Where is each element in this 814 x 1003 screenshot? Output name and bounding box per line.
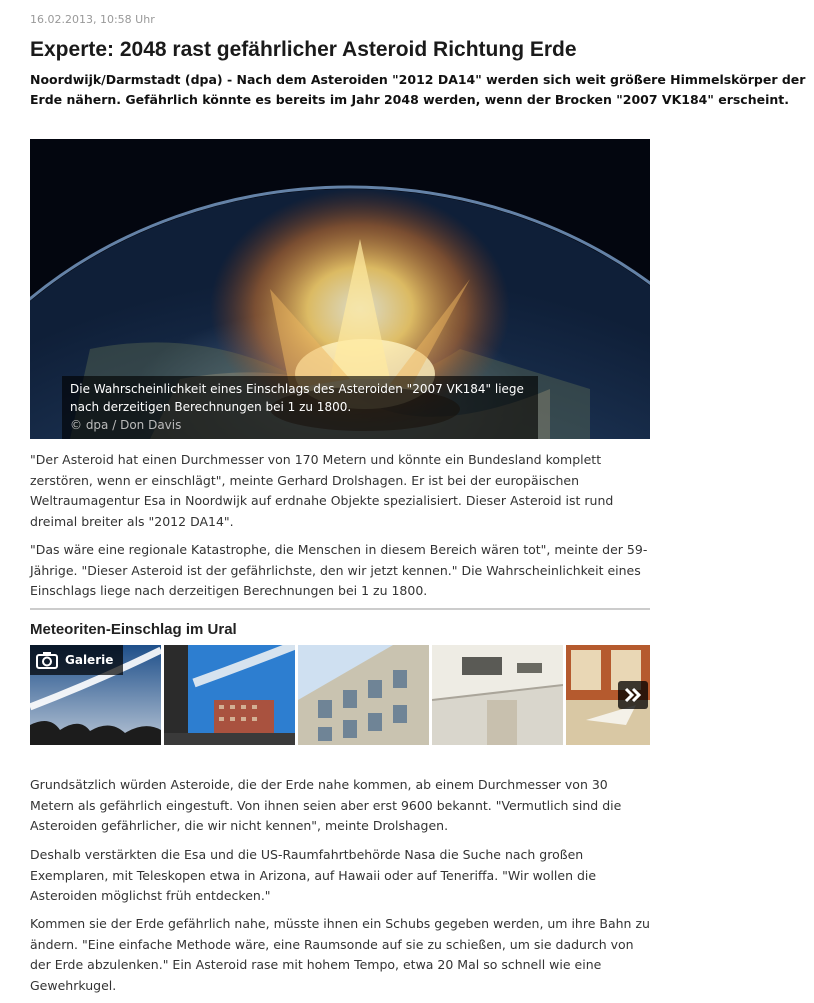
city-meteor-photo — [164, 645, 295, 745]
gallery-badge-label: Galerie — [65, 653, 114, 667]
article-paragraph-3: Grundsätzlich würden Asteroide, die der Erde nahe kommen, ab einem Durchmesser von 30 Metern als gefährlich eingestuft. Von ihnen seien aber erst 9600 bekannt. "Vermutlich sind die Asteroiden gefährlicher, die wir nicht kennen", meinte Drolshagen. — [30, 777, 622, 833]
gallery-thumbnail[interactable] — [432, 645, 563, 745]
gallery-thumbnail[interactable] — [298, 645, 429, 745]
article-date: 16.02.2013, 10:58 Uhr — [30, 13, 155, 26]
gallery-next-button[interactable] — [618, 681, 648, 709]
article-headline: Experte: 2048 rast gefährlicher Asteroid Richtung Erde — [30, 38, 577, 61]
photo-gallery[interactable] — [30, 645, 650, 745]
double-chevron-right-icon — [624, 687, 642, 703]
article-paragraph-1: "Der Asteroid hat einen Durchmesser von 170 Metern und könnte ein Bundesland komplett zerstören, wenn er einschlägt", meinte Gerhard Drolshagen. Er ist bei der europäischen Weltraumagentur Esa in Noordwijk auf erdnahe Objekte spezialisiert. Dieser Asteroid ist rund dreimal breiter als "2012 DA14". — [30, 452, 614, 529]
gallery-title: Meteoriten-Einschlag im Ural — [30, 621, 237, 638]
image-caption-text: Die Wahrscheinlichkeit eines Einschlags des Asteroiden "2007 VK184" liege nach derzeitigen Berechnungen bei 1 zu 1800. — [70, 382, 524, 414]
image-caption — [62, 376, 538, 439]
section-divider — [30, 608, 650, 610]
image-credit: © dpa / Don Davis — [70, 418, 182, 432]
article-paragraph-4: Deshalb verstärkten die Esa und die US-Raumfahrtbehörde Nasa die Suche nach großen Exemplaren, mit Teleskopen etwa in Arizona, auf Hawaii oder auf Teneriffa. "Wir wollen die Asteroiden möglichst früh entdecken." — [30, 847, 597, 903]
article-lead: Noordwijk/Darmstadt (dpa) - Nach dem Asteroiden "2012 DA14" werden sich weit größere Himmelskörper der Erde nähern. Gefährlich könnte es bereits im Jahr 2048 werden, wenn der Brocken "2007 VK184" erscheint. — [30, 72, 806, 107]
gallery-badge[interactable] — [30, 645, 123, 675]
camera-icon — [36, 651, 58, 669]
article-paragraph-2: "Das wäre eine regionale Katastrophe, die Menschen in diesem Bereich wären tot", meinte der 59-Jährige. "Dieser Asteroid ist der gefährlichste, den wir jetzt kennen." Die Wahrscheinlichkeit eines Einschlags liege nach derzeitigen Berechnungen bei 1 zu 1800. — [30, 542, 648, 598]
hero-image[interactable] — [30, 139, 650, 439]
article-paragraph-5: Kommen sie der Erde gefährlich nahe, müsste ihnen ein Schubs gegeben werden, um ihre Bahn zu ändern. "Eine einfache Methode wäre, eine Raumsonde auf sie zu schießen, um sie dadurch von der Erde abzulenken." Ein Asteroid rase mit hohem Tempo, etwa 20 Mal so schnell wie eine Gewehrkugel. — [30, 916, 650, 993]
gallery-thumbnail[interactable] — [164, 645, 295, 745]
damaged-ceiling-photo — [432, 645, 563, 745]
damaged-building-photo — [298, 645, 429, 745]
